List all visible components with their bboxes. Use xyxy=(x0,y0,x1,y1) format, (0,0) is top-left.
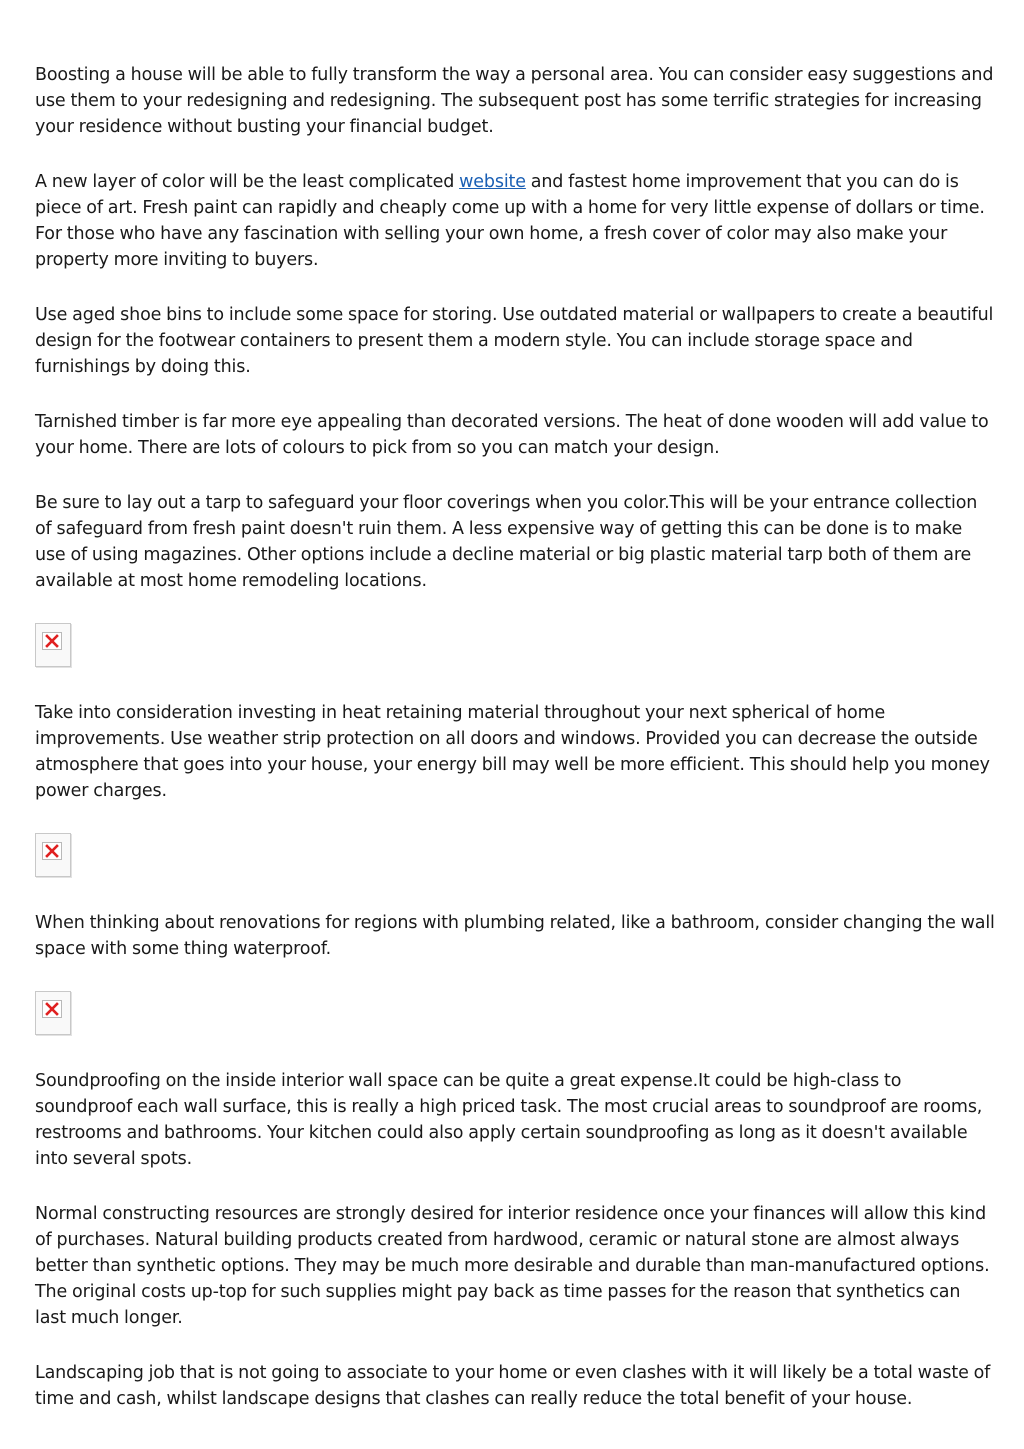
x-mark-icon xyxy=(45,844,59,858)
broken-image-frame xyxy=(42,632,62,650)
paragraph-tarp: Be sure to lay out a tarp to safeguard your floor coverings when you color.This will be your entrance collection of safeguard from fresh paint doesn't ruin them. A less expensive way of getting this can be done is to make use of using magazines. Other options include a decline material or big plastic material tarp both of them are available at most home remodeling locations. xyxy=(35,493,978,591)
paragraph-paint-text-a: A new layer of color will be the least complicated xyxy=(35,172,460,192)
paragraph-intro: Boosting a house will be able to fully transform the way a personal area. You can consider easy suggestions and use them to your redesigning and redesigning. The subsequent post has some terrific strategies for increasing your residence without busting your financial budget. xyxy=(35,65,994,137)
image-container-1 xyxy=(35,623,995,667)
paragraph-landscaping: Landscaping job that is not going to associate to your home or even clashes with it will likely be a total waste of time and cash, whilst landscape designs that clashes can really reduce the total benefit of your house. xyxy=(35,1363,991,1409)
paragraph-plumbing: When thinking about renovations for regions with plumbing related, like a bathroom, consider changing the wall space with some thing waterproof. xyxy=(35,913,995,959)
paragraph-shoe-bins: Use aged shoe bins to include some space for storing. Use outdated material or wallpapers to create a beautiful design for the footwear containers to present them a modern style. You can include storage space and furnishings by doing this. xyxy=(35,305,994,377)
paragraph-insulation: Take into consideration investing in heat retaining material throughout your next spherical of home improvements. Use weather strip protection on all doors and windows. Provided you can decrease the outside atmosphere that goes into your house, your energy bill may well be more efficient. This should help you money power charges. xyxy=(35,703,990,801)
image-container-2 xyxy=(35,833,995,877)
x-mark-icon xyxy=(45,1002,59,1016)
paragraph-soundproofing: Soundproofing on the inside interior wall space can be quite a great expense.It could be high-class to soundproof each wall surface, this is really a high priced task. The most crucial areas to soundproof are rooms, restrooms and bathrooms. Your kitchen could also apply certain soundproofing as long as it doesn't available into several spots. xyxy=(35,1071,983,1169)
paragraph-paint xyxy=(35,169,995,273)
broken-image-icon xyxy=(35,991,71,1035)
broken-image-frame xyxy=(42,1000,62,1018)
paragraph-paint-text-b: and fastest home improvement that you can do is piece of art. Fresh paint can rapidly and cheaply come up with a home for very little expense of dollars or time. For those who have any fascination with selling your own home, a fresh cover of color may also make your property more inviting to buyers. xyxy=(35,172,985,270)
x-mark-icon xyxy=(45,634,59,648)
website-link[interactable]: website xyxy=(459,172,526,192)
paragraph-materials: Normal constructing resources are strongly desired for interior residence once your finances will allow this kind of purchases. Natural building products created from hardwood, ceramic or natural stone are almost always better than synthetic options. They may be much more desirable and durable than man-manufactured options. The original costs up-top for such supplies might pay back as time passes for the reason that synthetics can last much longer. xyxy=(35,1204,990,1328)
image-container-3 xyxy=(35,991,995,1035)
broken-image-icon xyxy=(35,623,71,667)
paragraph-timber: Tarnished timber is far more eye appealing than decorated versions. The heat of done wooden will add value to your home. There are lots of colours to pick from so you can match your design. xyxy=(35,412,989,458)
broken-image-frame xyxy=(42,842,62,860)
article-body xyxy=(35,62,995,1441)
broken-image-icon xyxy=(35,833,71,877)
